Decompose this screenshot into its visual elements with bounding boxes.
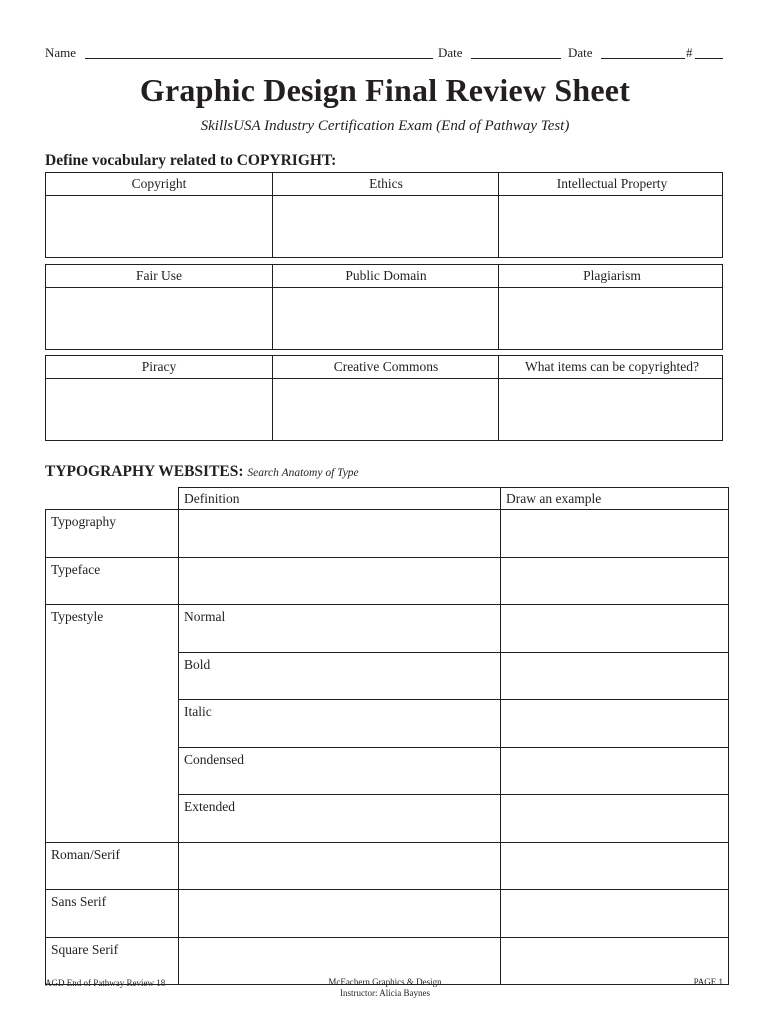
vocab-cell-fair-use[interactable] bbox=[46, 265, 272, 349]
example-cell[interactable] bbox=[501, 652, 729, 700]
definition-cell[interactable] bbox=[179, 842, 501, 890]
example-cell[interactable] bbox=[501, 605, 729, 653]
term-cell: Typestyle bbox=[46, 605, 179, 843]
vocab-cell-piracy[interactable] bbox=[46, 356, 272, 440]
footer-center-line-2: Instructor: Alicia Baynes bbox=[340, 988, 430, 998]
term-cell: Square Serif bbox=[46, 937, 179, 985]
footer-center bbox=[285, 977, 485, 999]
table-row bbox=[46, 510, 729, 558]
column-header-definition: Definition bbox=[179, 488, 501, 510]
vocab-label: Piracy bbox=[141, 359, 177, 374]
vocab-cell-creative-commons[interactable] bbox=[272, 356, 499, 440]
vocab-label: Creative Commons bbox=[333, 359, 439, 374]
vocab-label: What items can be copyrighted? bbox=[525, 359, 699, 374]
term-cell: Roman/Serif bbox=[46, 842, 179, 890]
vocab-cell-copyright[interactable] bbox=[46, 173, 272, 257]
vocab-label: Copyright bbox=[131, 176, 187, 191]
date-field-2[interactable] bbox=[601, 58, 685, 59]
example-cell[interactable] bbox=[501, 700, 729, 748]
term-cell: Sans Serif bbox=[46, 890, 179, 938]
page-subtitle: SkillsUSA Industry Certification Exam (End of Pathway Test) bbox=[200, 118, 570, 134]
footer-right: PAGE 1 bbox=[693, 977, 723, 987]
vocab-label: Public Domain bbox=[345, 268, 427, 283]
vocab-label: Ethics bbox=[369, 176, 403, 191]
column-header-term bbox=[46, 488, 179, 510]
copyright-box-row-2 bbox=[45, 264, 723, 350]
header-fields bbox=[45, 44, 725, 64]
date-label-2: Date bbox=[568, 45, 593, 60]
definition-cell[interactable]: Condensed bbox=[179, 747, 501, 795]
vocab-label: Fair Use bbox=[135, 268, 183, 283]
vocab-cell-copyrightable-items[interactable] bbox=[498, 356, 725, 440]
term-cell: Typography bbox=[46, 510, 179, 558]
copyright-heading: Define vocabulary related to COPYRIGHT: bbox=[45, 152, 337, 169]
name-label: Name bbox=[45, 45, 77, 60]
example-cell[interactable] bbox=[501, 795, 729, 843]
example-cell[interactable] bbox=[501, 747, 729, 795]
definition-cell[interactable]: Bold bbox=[179, 652, 501, 700]
number-label: # bbox=[686, 45, 693, 60]
number-field[interactable] bbox=[695, 58, 723, 59]
footer-left: AGD End of Pathway Review 18 bbox=[45, 978, 166, 988]
definition-cell[interactable]: Italic bbox=[179, 700, 501, 748]
table-header-row bbox=[46, 488, 729, 510]
vocab-cell-intellectual-property[interactable] bbox=[498, 173, 725, 257]
example-cell[interactable] bbox=[501, 510, 729, 558]
date-field-1[interactable] bbox=[471, 58, 561, 59]
typography-table bbox=[45, 487, 729, 985]
definition-cell[interactable] bbox=[179, 510, 501, 558]
footer-center-line-1: McEachern Graphics & Design bbox=[328, 977, 442, 987]
vocab-cell-public-domain[interactable] bbox=[272, 265, 499, 349]
copyright-box-row-3 bbox=[45, 355, 723, 441]
definition-cell[interactable] bbox=[179, 890, 501, 938]
typography-heading-text: TYPOGRAPHY WEBSITES: bbox=[45, 463, 244, 480]
vocab-cell-plagiarism[interactable] bbox=[498, 265, 725, 349]
typography-heading-note: Search Anatomy of Type bbox=[247, 467, 359, 479]
term-cell: Typeface bbox=[46, 557, 179, 605]
definition-cell[interactable] bbox=[179, 557, 501, 605]
vocab-label: Plagiarism bbox=[583, 268, 641, 283]
page-title: Graphic Design Final Review Sheet bbox=[139, 72, 631, 108]
typography-heading bbox=[45, 462, 359, 483]
example-cell[interactable] bbox=[501, 890, 729, 938]
column-header-example: Draw an example bbox=[501, 488, 729, 510]
vocab-label: Intellectual Property bbox=[556, 176, 668, 191]
table-row bbox=[46, 842, 729, 890]
table-row bbox=[46, 890, 729, 938]
name-field[interactable] bbox=[85, 58, 433, 59]
table-row bbox=[46, 557, 729, 605]
definition-cell[interactable]: Extended bbox=[179, 795, 501, 843]
date-label-1: Date bbox=[438, 45, 463, 60]
table-row bbox=[46, 605, 729, 653]
example-cell[interactable] bbox=[501, 842, 729, 890]
copyright-box-row-1 bbox=[45, 172, 723, 258]
vocab-cell-ethics[interactable] bbox=[272, 173, 499, 257]
example-cell[interactable] bbox=[501, 557, 729, 605]
definition-cell[interactable]: Normal bbox=[179, 605, 501, 653]
